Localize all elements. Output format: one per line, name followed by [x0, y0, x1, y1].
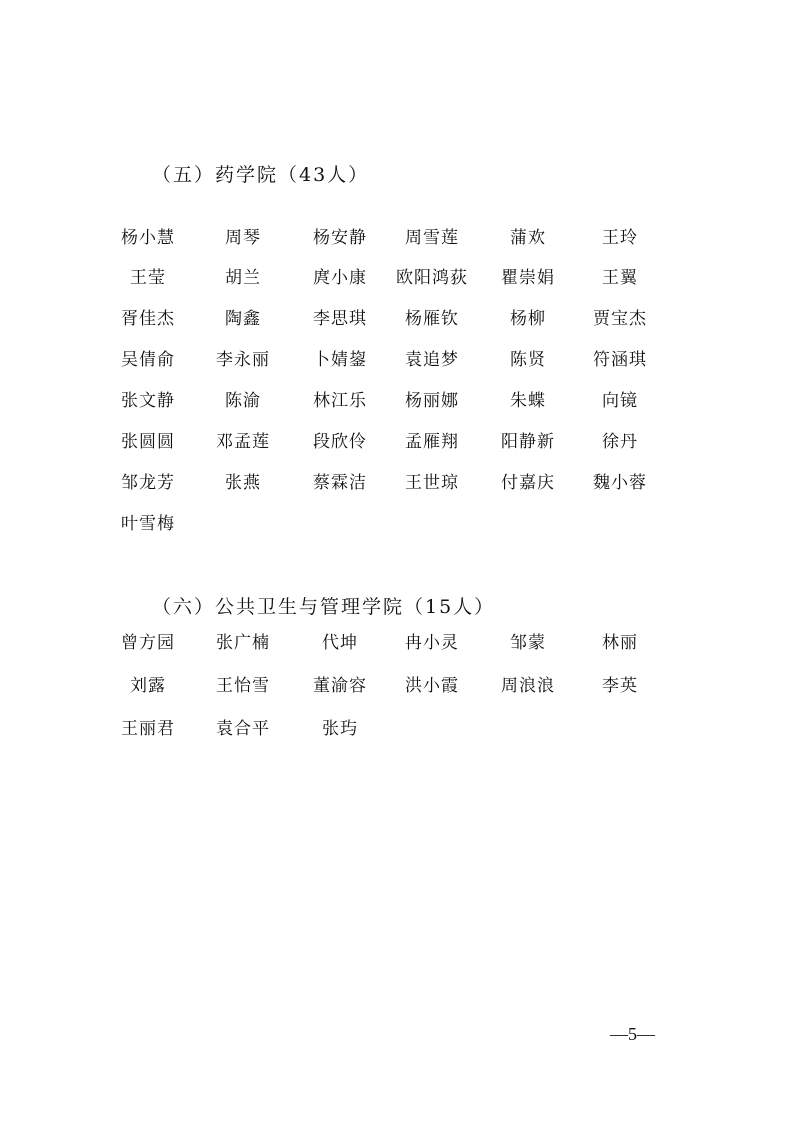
name: 王翼	[602, 268, 638, 288]
name: 袁追梦	[405, 350, 459, 370]
name-row	[0, 673, 793, 699]
name: 杨小慧	[121, 228, 175, 248]
name: 朱蝶	[510, 391, 546, 411]
name: 杨丽娜	[405, 391, 459, 411]
name: 陈渝	[225, 391, 261, 411]
name: 段欣伶	[313, 432, 367, 452]
name-row	[0, 306, 793, 332]
name: 周雪莲	[405, 228, 459, 248]
name: 蒲欢	[510, 228, 546, 248]
name: 王怡雪	[216, 676, 270, 696]
name: 王莹	[130, 268, 166, 288]
name: 林丽	[602, 633, 638, 653]
name: 杨柳	[510, 309, 546, 329]
name: 胥佳杰	[121, 309, 175, 329]
name: 徐丹	[602, 432, 638, 452]
name: 庹小康	[313, 268, 367, 288]
name-row	[0, 470, 793, 496]
name: 洪小霞	[405, 676, 459, 696]
name: 胡兰	[225, 268, 261, 288]
name: 向镜	[602, 391, 638, 411]
name: 卜婧鋆	[313, 350, 367, 370]
name-row	[0, 511, 793, 537]
name: 吴倩俞	[121, 350, 175, 370]
name: 张圆圆	[121, 432, 175, 452]
name-row	[0, 347, 793, 373]
name-row	[0, 388, 793, 414]
name: 王丽君	[121, 719, 175, 739]
name: 张玙	[322, 719, 358, 739]
page-number: —5—	[610, 1024, 655, 1044]
name: 王世琼	[405, 473, 459, 493]
name: 代坤	[322, 633, 358, 653]
section-heading-pharmacy: （五）药学院（43人）	[152, 164, 370, 186]
name: 张燕	[225, 473, 261, 493]
name-row	[0, 630, 793, 656]
name: 刘露	[130, 676, 166, 696]
name: 董渝容	[313, 676, 367, 696]
name: 欧阳鸿荻	[396, 268, 468, 288]
name: 周琴	[225, 228, 261, 248]
name: 瞿崇娟	[501, 268, 555, 288]
name: 王玲	[602, 228, 638, 248]
name: 蔡霖洁	[313, 473, 367, 493]
name-row	[0, 225, 793, 251]
name: 张文静	[121, 391, 175, 411]
name: 邹龙芳	[121, 473, 175, 493]
name: 孟雁翔	[405, 432, 459, 452]
name-row	[0, 429, 793, 455]
name: 陈贤	[510, 350, 546, 370]
name: 杨雁钦	[405, 309, 459, 329]
name: 李英	[602, 676, 638, 696]
name-row	[0, 265, 793, 291]
name: 杨安静	[313, 228, 367, 248]
name: 周浪浪	[501, 676, 555, 696]
name: 张广楠	[216, 633, 270, 653]
name: 陶鑫	[225, 309, 261, 329]
name: 付嘉庆	[501, 473, 555, 493]
name: 李思琪	[313, 309, 367, 329]
name: 曾方园	[121, 633, 175, 653]
name: 林江乐	[313, 391, 367, 411]
name: 符涵琪	[593, 350, 647, 370]
name: 袁合平	[216, 719, 270, 739]
name: 邹蒙	[510, 633, 546, 653]
name: 叶雪梅	[121, 514, 175, 534]
name: 李永丽	[216, 350, 270, 370]
name: 贾宝杰	[593, 309, 647, 329]
section-heading-public-health: （六）公共卫生与管理学院（15人）	[152, 596, 496, 618]
name: 冉小灵	[405, 633, 459, 653]
name-row	[0, 716, 793, 742]
name: 魏小蓉	[593, 473, 647, 493]
name: 阳静新	[501, 432, 555, 452]
name: 邓孟莲	[216, 432, 270, 452]
